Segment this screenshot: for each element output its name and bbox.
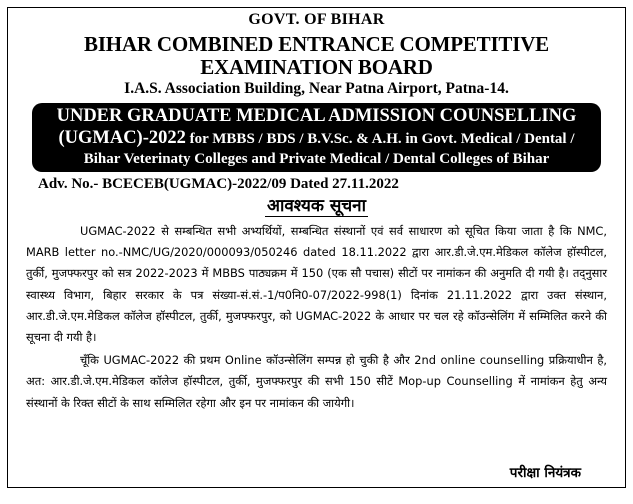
banner-ugmac-label: (UGMAC)-2022 bbox=[58, 128, 186, 148]
paragraph-1-text: UGMAC-2022 से सम्बन्धित सभी अभ्यर्थियों, सम्बन्धित संस्थानों एवं सर्व साधारण को सूचित किया जाता है कि NMC, MARB letter no.-NMC/UG/2020/000093/050246 dated 18.11.2022 द्वारा आर.डी.जे.एम.मेडिकल कॉलेज हॉस्पीटल, तुर्की, मुजफ्फरपुर को सत्र 2022-2023 में MBBS पाठ्यक्रम में 150 (एक सौ पचास) सीटों पर नामांकन की अनुमति दी गयी है। तद्नुसार स्वास्थ्य विभाग, बिहार सरकार के पत्र संख्या-सं.सं.-1/प0नि0-07/2022-998(1) दिनांक 21.11.2022 द्वारा उक्त संस्थान, आर.डी.जे.एम.मेडिकल कॉलेज हॉस्पीटल, तुर्की, मुजफ्फरपुर, को UGMAC-2022 के आधार पर चल रहे कॉउन्सेलिंग में सम्मिलित करने की सूचना दी गयी है। bbox=[26, 224, 607, 345]
banner-title: UNDER GRADUATE MEDICAL ADMISSION COUNSELLING bbox=[56, 106, 577, 126]
advertisement-number: Adv. No.- BCECEB(UGMAC)-2022/09 Dated 27.11.2022 bbox=[38, 176, 399, 192]
govt-title: GOVT. OF BIHAR bbox=[248, 11, 385, 28]
board-name: BIHAR COMBINED ENTRANCE COMPETITIVE EXAMINATION BOARD bbox=[84, 32, 549, 79]
counselling-banner bbox=[32, 103, 601, 172]
notice-paragraph-1 bbox=[26, 221, 607, 348]
banner-colleges: Bihar Veterinaty Colleges and Private Medical / Dental Colleges of Bihar bbox=[83, 151, 550, 167]
notice-page bbox=[7, 7, 626, 488]
banner-subtitle bbox=[40, 127, 593, 150]
banner-courses: for MBBS / BDS / B.V.Sc. & A.H. in Govt. Medical / Dental / bbox=[185, 131, 575, 147]
signature-title: परीक्षा नियंत्रक bbox=[509, 465, 581, 481]
notice-paragraph-2 bbox=[26, 350, 607, 414]
paragraph-2-text: चूँकि UGMAC-2022 की प्रथम Online कॉउन्सेलिंग सम्पन्न हो चुकी है और 2nd online counselling प्रक्रियाधीन है, अत: आर.डी.जे.एम.मेडिकल कॉलेज हॉस्पीटल, तुर्की, मुजफ्फरपुर की सभी 150 सीटें Mop-up Counselling में नामांकन हेतु अन्य संस्थानों के रिक्त सीटों के साथ सम्मिलित रहेगा और इन पर नामांकन की जायेगी। bbox=[26, 353, 607, 410]
notice-title: आवश्यक सूचना bbox=[266, 196, 366, 216]
board-address: I.A.S. Association Building, Near Patna Airport, Patna-14. bbox=[124, 80, 509, 97]
notice-heading bbox=[8, 196, 625, 216]
